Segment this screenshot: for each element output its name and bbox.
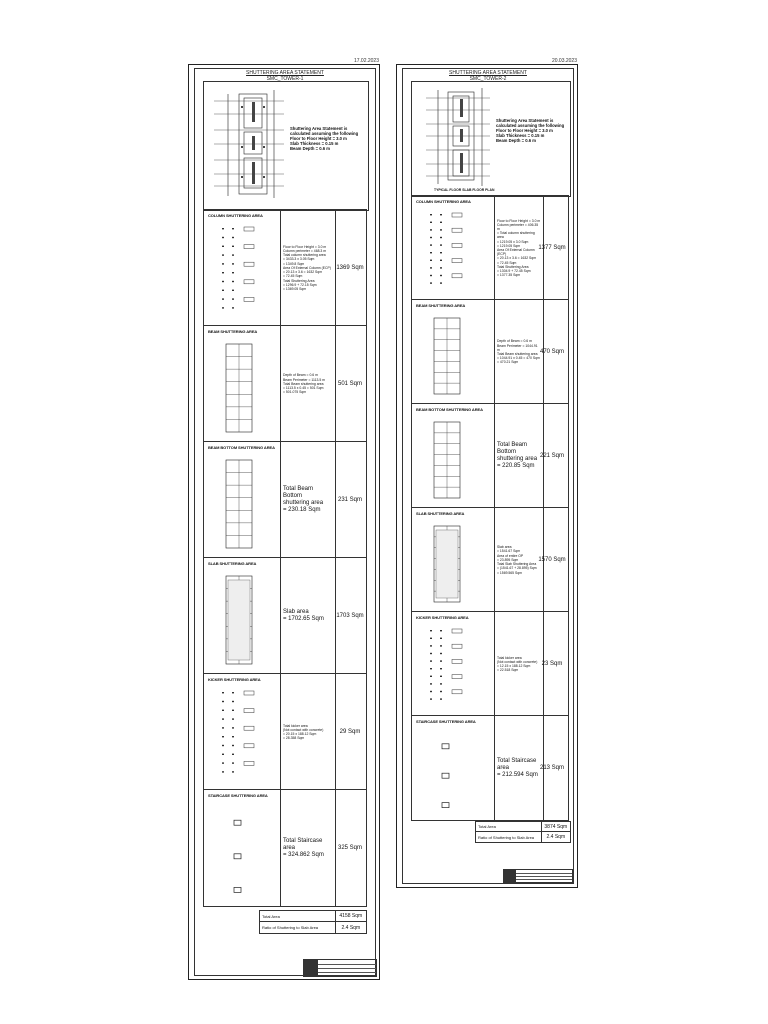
tower1-ratio-label: Ratio of Shuttering to Slab Area	[262, 925, 319, 930]
row-drawing	[424, 210, 484, 294]
tower2-row-5	[411, 715, 569, 821]
row-calculation: Floor to Floor Height = 3.0 m Column perimeter = 406.35 m = Total column shuttering area = 1219.05 x 3.0 Sqm = 1219.05 Sqm Area Of External Column (ECP) = 20.13 x 3.6 = 1632 Sqm = 72.45 Sqm Total Shuttering Area = 1304.9 + 72.45 Sqm = 1377.35 Sqm	[494, 196, 544, 300]
tower1-title-stamp	[303, 959, 377, 977]
tower1-plan-box	[203, 81, 369, 211]
tower2-row-4	[411, 611, 569, 716]
row-label: BEAM BOTTOM SHUTTERING AREA	[208, 445, 275, 450]
row-value: 470 Sqm	[539, 349, 564, 355]
tower1-row-5	[203, 789, 367, 907]
tower2-row-1	[411, 299, 569, 404]
tower2-title: SHUTTERING AREA STATEMENT	[449, 70, 527, 76]
row-value: 1703 Sqm	[336, 613, 364, 619]
row-drawing	[424, 418, 484, 502]
row-drawing	[424, 314, 484, 398]
tower2-row-2	[411, 403, 569, 508]
tower2-total-value: 3874 Sqm	[541, 822, 570, 831]
tower1-row-1	[203, 325, 367, 442]
tower1-total-row	[259, 910, 367, 922]
row-calculation: Floor to Floor Height = 3.0 m Column perimeter = 468.3 m Total column shuttering area = 3433.3 x 3.05 Sqm = 1349.8 Sqm Area Of External Column (ECP) = 20.13 x 3.6 = 1632 Sqm = 72.45 Sqm Total Shuttering Area = 1296.9 + 72.15 Sqm = 1369.05 Sqm	[280, 210, 336, 326]
tower2-subtitle: SMC_TOWER-2	[469, 76, 507, 82]
tower2-title-stamp	[503, 869, 573, 883]
row-label: KICKER SHUTTERING AREA	[208, 677, 261, 682]
tower2-row-0	[411, 195, 569, 300]
row-value: 1369 Sqm	[336, 265, 364, 271]
tower1-ratio-value: 2.4 Sqm	[335, 922, 366, 933]
tower1-sheet	[188, 58, 380, 980]
row-value: 1377 Sqm	[538, 245, 566, 251]
row-label: SLAB SHUTTERING AREA	[208, 561, 257, 566]
row-value: 221 Sqm	[539, 453, 564, 459]
tower1-ratio-row	[259, 922, 367, 934]
row-drawing	[216, 224, 276, 320]
tower1-row-2	[203, 441, 367, 558]
row-value: 29 Sqm	[339, 729, 361, 735]
row-calculation: Total Beam Bottom shuttering area = 220.85 Sqm	[494, 404, 544, 508]
row-calculation: Total kicker area (Not contact with concrete) = 20.15 x 188.12 Sqm = 28.358 Sqm	[280, 674, 336, 790]
row-drawing	[216, 340, 276, 436]
row-value: 325 Sqm	[337, 845, 362, 851]
tower2-ratio-row	[475, 832, 571, 843]
tower2-sheet	[396, 58, 578, 888]
row-value: 231 Sqm	[337, 497, 362, 503]
row-label: STAIRCASE SHUTTERING AREA	[208, 793, 268, 798]
tower2-plan-caption: TYPICAL FLOOR SLAB FLOOR PLAN	[434, 188, 495, 192]
row-value: 1570 Sqm	[538, 557, 566, 563]
tower1-subtitle: SMC_TOWER-1	[266, 76, 304, 82]
tower1-row-3	[203, 557, 367, 674]
tower2-floor-plan	[426, 84, 490, 188]
row-label: BEAM BOTTOM SHUTTERING AREA	[416, 407, 483, 412]
tower1-total-value: 4158 Sqm	[335, 911, 366, 921]
row-calculation: Total kicker area (Not contact with concrete) = 12.15 x 188.12 Sqm = 22.518 Sqm	[494, 612, 544, 716]
tower1-date: 17.02.2023	[353, 58, 379, 64]
tower1-total-label: Total Area	[262, 913, 280, 919]
row-label: COLUMN SHUTTERING AREA	[208, 213, 263, 218]
row-label: STAIRCASE SHUTTERING AREA	[416, 719, 476, 724]
tower2-row-3	[411, 507, 569, 612]
row-drawing	[424, 730, 484, 814]
tower1-plan-note: Shuttering Area Statement is calculated assuming the following Floor to Floor Height = 3.0 m Slab Thickness = 0.15 m Beam Depth = 0.6 m	[290, 126, 359, 151]
row-label: BEAM SHUTTERING AREA	[416, 303, 466, 308]
row-calculation: Depth of Beam = 0.6 m Beam Perimeter = 1113.5 m Total Beam shuttering area = 1113.5 x 0.45 = 501 Sqm = 501.075 Sqm	[280, 326, 336, 442]
row-drawing	[424, 626, 484, 710]
tower1-row-0	[203, 209, 367, 326]
row-calculation: Total Staircase area = 212.594 Sqm	[494, 716, 544, 820]
row-calculation: Slab area = 1702.65 Sqm	[280, 558, 336, 674]
tower2-ratio-value: 2.4 Sqm	[541, 832, 570, 842]
row-calculation: Total Beam Bottom shuttering area = 230.18 Sqm	[280, 442, 336, 558]
row-value: 501 Sqm	[337, 381, 362, 387]
tower2-date: 20.03.2023	[551, 58, 577, 64]
row-label: BEAM SHUTTERING AREA	[208, 329, 258, 334]
row-value: 23 Sqm	[541, 661, 563, 667]
tower1-floor-plan	[214, 86, 284, 204]
tower2-border	[402, 68, 574, 884]
row-drawing	[216, 572, 276, 668]
tower1-border	[194, 68, 376, 976]
tower2-total-row	[475, 821, 571, 832]
tower2-plan-note: Shuttering Area Statement is calculated assuming the following Floor to Floor Height = 3.0 m Slab Thickness = 0.15 m Beam Depth = 0.6 m	[496, 118, 565, 143]
row-calculation: Depth of Beam = 0.6 m Beam Perimeter = 1044.91 m Total Beam shuttering area = 1044.91 x 0.45 = 470 Sqm = 470.21 Sqm	[494, 300, 544, 404]
row-calculation: Total Staircase area = 324.862 Sqm	[280, 790, 336, 906]
tower2-ratio-label: Ratio of Shuttering to Slab Area	[478, 834, 535, 840]
row-value: 213 Sqm	[539, 765, 564, 771]
tower2-total-label: Total Area	[478, 824, 496, 829]
tower1-row-4	[203, 673, 367, 790]
row-label: KICKER SHUTTERING AREA	[416, 615, 469, 620]
row-label: SLAB SHUTTERING AREA	[416, 511, 465, 516]
row-calculation: Slab area = 1541.67 Sqm Area of entire OP = 23.895 Sqm Total Slab Shuttering Area = (1541.67 + 28.895) Sqm = 1569.565 Sqm	[494, 508, 544, 612]
row-label: COLUMN SHUTTERING AREA	[416, 199, 471, 204]
tower1-title: SHUTTERING AREA STATEMENT	[246, 70, 324, 76]
row-drawing	[216, 456, 276, 552]
tower2-plan-box	[411, 81, 571, 197]
row-drawing	[216, 804, 276, 900]
row-drawing	[424, 522, 484, 606]
row-drawing	[216, 688, 276, 784]
